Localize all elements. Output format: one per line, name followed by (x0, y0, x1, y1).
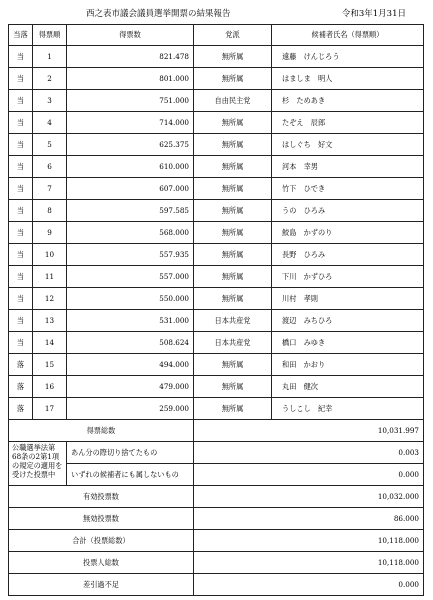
candidate-name-cell: 下川 かずひろ (272, 266, 424, 288)
party-cell: 自由民主党 (194, 90, 272, 112)
rank-cell: 5 (33, 134, 67, 156)
result-cell: 当 (9, 46, 33, 68)
votes-cell: 550.000 (67, 288, 194, 310)
report-header (0, 6, 433, 22)
column-header-votes: 得票数 (67, 25, 194, 46)
rank-cell: 2 (33, 68, 67, 90)
candidate-name-cell: 杉 ためあき (272, 90, 424, 112)
votes-cell: 751.000 (67, 90, 194, 112)
valid-votes-row (9, 486, 424, 508)
result-cell: 落 (9, 376, 33, 398)
rank-cell: 11 (33, 266, 67, 288)
voters-total-row (9, 552, 424, 574)
result-cell: 落 (9, 398, 33, 420)
rank-cell: 15 (33, 354, 67, 376)
votes-cell: 557.000 (67, 266, 194, 288)
party-cell: 無所属 (194, 398, 272, 420)
column-header-result: 当落 (9, 25, 33, 46)
note-rounding-label: あん分の際切り捨てたもの (67, 442, 194, 464)
votes-cell: 557.935 (67, 244, 194, 266)
party-cell: 無所属 (194, 266, 272, 288)
valid-votes-value: 10,032.000 (194, 486, 424, 508)
column-header-rank: 得票順 (33, 25, 67, 46)
candidate-name-cell: 橋口 みゆき (272, 332, 424, 354)
table-row (9, 68, 424, 90)
column-header-candidate: 候補者氏名（得票順） (272, 25, 424, 46)
votes-cell: 479.000 (67, 376, 194, 398)
note-unassigned-label: いずれの候補者にも属しないもの (67, 464, 194, 486)
votes-cell: 610.000 (67, 156, 194, 178)
rank-cell: 7 (33, 178, 67, 200)
table-row (9, 200, 424, 222)
difference-label: 差引過不足 (9, 574, 194, 596)
result-cell: 当 (9, 332, 33, 354)
column-header-party: 党派 (194, 25, 272, 46)
rank-cell: 17 (33, 398, 67, 420)
party-cell: 無所属 (194, 134, 272, 156)
total-votes-label: 得票総数 (9, 420, 194, 442)
candidate-name-cell: 渡辺 みちひろ (272, 310, 424, 332)
rank-cell: 13 (33, 310, 67, 332)
result-cell: 当 (9, 244, 33, 266)
candidate-name-cell: 河本 幸男 (272, 156, 424, 178)
candidate-name-cell: うしこし 紀幸 (272, 398, 424, 420)
party-cell: 日本共産党 (194, 310, 272, 332)
party-cell: 無所属 (194, 178, 272, 200)
result-cell: 当 (9, 200, 33, 222)
result-cell: 当 (9, 222, 33, 244)
result-cell: 当 (9, 178, 33, 200)
table-row (9, 244, 424, 266)
result-cell: 当 (9, 134, 33, 156)
invalid-votes-value: 86.000 (194, 508, 424, 530)
party-cell: 無所属 (194, 156, 272, 178)
table-row (9, 288, 424, 310)
rank-cell: 8 (33, 200, 67, 222)
difference-value: 0.000 (194, 574, 424, 596)
party-cell: 無所属 (194, 222, 272, 244)
table-row (9, 332, 424, 354)
table-row (9, 354, 424, 376)
table-row (9, 178, 424, 200)
candidate-name-cell: 和田 かおり (272, 354, 424, 376)
result-cell: 当 (9, 68, 33, 90)
party-cell: 無所属 (194, 200, 272, 222)
result-cell: 当 (9, 156, 33, 178)
rank-cell: 1 (33, 46, 67, 68)
candidate-name-cell: 丸田 健次 (272, 376, 424, 398)
rank-cell: 3 (33, 90, 67, 112)
votes-cell: 821.478 (67, 46, 194, 68)
total-votes-value: 10,031.997 (194, 420, 424, 442)
votes-cell: 625.375 (67, 134, 194, 156)
result-cell: 落 (9, 354, 33, 376)
grand-total-label: 合計（投票総数） (9, 530, 194, 552)
note-unassigned-value: 0.000 (194, 464, 424, 486)
table-row (9, 90, 424, 112)
candidate-name-cell: 川村 孝則 (272, 288, 424, 310)
rank-cell: 4 (33, 112, 67, 134)
grand-total-value: 10,118.000 (194, 530, 424, 552)
invalid-votes-row (9, 508, 424, 530)
table-row (9, 376, 424, 398)
party-cell: 無所属 (194, 376, 272, 398)
result-cell: 当 (9, 310, 33, 332)
rank-cell: 16 (33, 376, 67, 398)
total-votes-row (9, 420, 424, 442)
candidate-name-cell: はしぐち 好文 (272, 134, 424, 156)
result-cell: 当 (9, 112, 33, 134)
votes-cell: 508.624 (67, 332, 194, 354)
grand-total-row (9, 530, 424, 552)
report-date: 令和3年1月31日 (341, 9, 406, 19)
table-row (9, 156, 424, 178)
party-cell: 無所属 (194, 244, 272, 266)
note-rounding-value: 0.003 (194, 442, 424, 464)
party-cell: 無所属 (194, 68, 272, 90)
candidate-name-cell: たぞえ 辰郎 (272, 112, 424, 134)
rank-cell: 12 (33, 288, 67, 310)
party-cell: 無所属 (194, 112, 272, 134)
note-label: 公職選挙法第68条の2第1項の規定の適用を受けた投票中 (9, 442, 67, 486)
table-row (9, 398, 424, 420)
votes-cell: 597.585 (67, 200, 194, 222)
result-cell: 当 (9, 90, 33, 112)
table-header-row (9, 25, 424, 46)
difference-row (9, 574, 424, 596)
candidate-name-cell: 竹下 ひでき (272, 178, 424, 200)
candidate-name-cell: 鮫島 かずのり (272, 222, 424, 244)
table-row (9, 46, 424, 68)
votes-cell: 259.000 (67, 398, 194, 420)
table-row (9, 266, 424, 288)
party-cell: 無所属 (194, 354, 272, 376)
candidate-name-cell: うの ひろみ (272, 200, 424, 222)
rank-cell: 14 (33, 332, 67, 354)
votes-cell: 494.000 (67, 354, 194, 376)
results-table (8, 24, 424, 596)
party-cell: 無所属 (194, 46, 272, 68)
party-cell: 日本共産党 (194, 332, 272, 354)
result-cell: 当 (9, 288, 33, 310)
table-row (9, 310, 424, 332)
rank-cell: 9 (33, 222, 67, 244)
table-row (9, 134, 424, 156)
votes-cell: 801.000 (67, 68, 194, 90)
candidate-name-cell: 遠藤 けんじろう (272, 46, 424, 68)
votes-cell: 568.000 (67, 222, 194, 244)
candidate-name-cell: はましま 明人 (272, 68, 424, 90)
valid-votes-label: 有効投票数 (9, 486, 194, 508)
rank-cell: 6 (33, 156, 67, 178)
votes-cell: 531.000 (67, 310, 194, 332)
party-cell: 無所属 (194, 288, 272, 310)
table-row (9, 222, 424, 244)
result-cell: 当 (9, 266, 33, 288)
votes-cell: 607.000 (67, 178, 194, 200)
candidate-rows (9, 46, 424, 420)
note-row-rounding (9, 442, 424, 464)
votes-cell: 714.000 (67, 112, 194, 134)
invalid-votes-label: 無効投票数 (9, 508, 194, 530)
candidate-name-cell: 長野 ひろみ (272, 244, 424, 266)
voters-total-label: 投票人総数 (9, 552, 194, 574)
summary-section (9, 420, 424, 596)
rank-cell: 10 (33, 244, 67, 266)
report-title: 西之表市議会議員選挙開票の結果報告 (86, 9, 231, 19)
voters-total-value: 10,118.000 (194, 552, 424, 574)
table-row (9, 112, 424, 134)
note-row-unassigned (9, 464, 424, 486)
